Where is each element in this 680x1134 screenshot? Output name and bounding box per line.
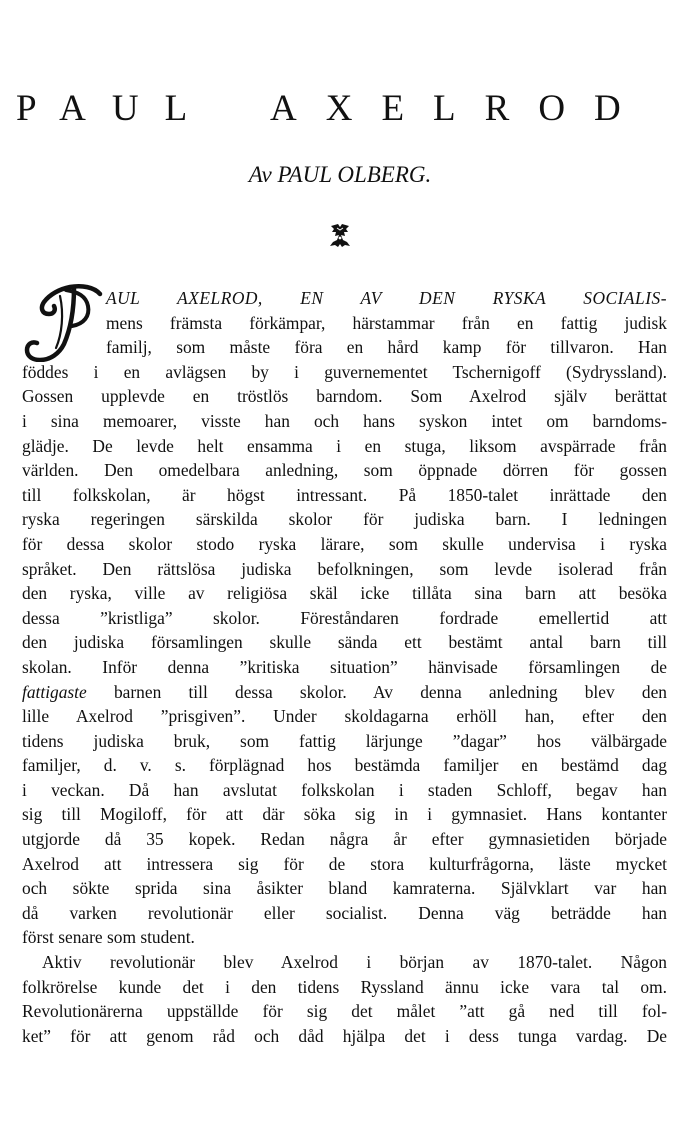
text-line: ket” för att genom råd och dåd hjälpa det i dess tunga vardag. De — [22, 1025, 667, 1046]
text-line: utgjorde då 35 kopek. Redan några år efter gymnasietiden började — [22, 829, 667, 850]
text-line: i sina memoarer, visste han och hans syskon intet om barndoms- — [22, 410, 667, 431]
opening-caps-text: AUL AXELROD, EN AV DEN RYSKA SOCIALIS- — [106, 288, 667, 308]
text-line: Revolutionärerna uppställde för sig det målet ”att gå ned till fol- — [22, 1001, 667, 1022]
text-line: till folkskolan, är högst intressant. På 1850-talet inrättade den — [22, 484, 667, 505]
text-line: familjer, d. v. s. förplägnad hos bestämda familjer en bestämd dag — [22, 755, 667, 776]
text-line: Aktiv revolutionär blev Axelrod i början av 1870-talet. Någon — [42, 952, 667, 973]
text-line — [22, 286, 667, 311]
article-body — [22, 286, 667, 1048]
text-line: ryska regeringen särskilda skolor för judiska barn. I ledningen — [22, 509, 667, 530]
text-line: familj, som måste föra en hård kamp för tillvaron. Han — [106, 337, 667, 358]
text-line: Gossen upplevde en tröstlös barndom. Som Axelrod själv berättat — [22, 386, 667, 407]
emphasized-word: fattigaste — [22, 681, 87, 702]
text-line: föddes i en avlägsen by i guvernementet Tschernigoff (Sydryssland). — [22, 361, 667, 382]
text-line: sig till Mogiloff, för att där söka sig in i gymnasiet. Hans kontanter — [22, 804, 667, 825]
text-line: då varken revolutionär eller socialist. Denna väg beträdde han — [22, 902, 667, 923]
text-line — [22, 680, 667, 705]
text-line: och sökte sprida sina åsikter bland kamraterna. Självklart var han — [22, 878, 667, 899]
text-line: i veckan. Då han avslutat folkskolan i staden Schloff, begav han — [22, 779, 667, 800]
text-line: den judiska församlingen skulle sända ett bestämt antal barn till — [22, 632, 667, 653]
text-line: först senare som student. — [22, 927, 195, 948]
text-line: dessa ”kristliga” skolor. Föreståndaren fordrade emellertid att — [22, 607, 667, 628]
ornament-icon — [325, 220, 355, 250]
text-line: folkrörelse kunde det i den tidens Ryssland ännu icke vara tal om. — [22, 976, 667, 997]
text-line: tidens judiska bruk, som fattig lärjunge ”dagar” hos välbärgade — [22, 730, 667, 751]
title-word-first: PAUL — [16, 88, 214, 129]
text-line: mens främsta förkämpar, härstammar från en fattig judisk — [106, 312, 667, 333]
text-line: Axelrod att intressera sig för de stora kulturfrågorna, läste mycket — [22, 853, 667, 874]
text-line: språket. Den rättslösa judiska befolkningen, som levde isolerad från — [22, 558, 667, 579]
text-line: för dessa skolor stodo ryska lärare, som skulle undervisa i ryska — [22, 533, 667, 554]
title-word-second: AXELROD — [270, 88, 650, 129]
byline: Av PAUL OLBERG. — [248, 162, 432, 187]
text-line: den ryska, ville av religiösa skäl icke tillåta sina barn att besöka — [22, 583, 667, 604]
drop-cap-letter — [22, 284, 106, 362]
text-line: glädje. De levde helt ensamma i en stuga, liksom avspärrade från — [22, 435, 667, 456]
text-line: skolan. Inför denna ”kritiska situation” hänvisade församlingen de — [22, 656, 667, 677]
text-line: lille Axelrod ”prisgiven”. Under skoldagarna erhöll han, efter den — [22, 706, 667, 727]
line-text: barnen till dessa skolor. Av denna anledning blev den — [86, 681, 667, 702]
text-line: världen. Den omedelbara anledning, som öppnade dörren för gossen — [22, 460, 667, 481]
